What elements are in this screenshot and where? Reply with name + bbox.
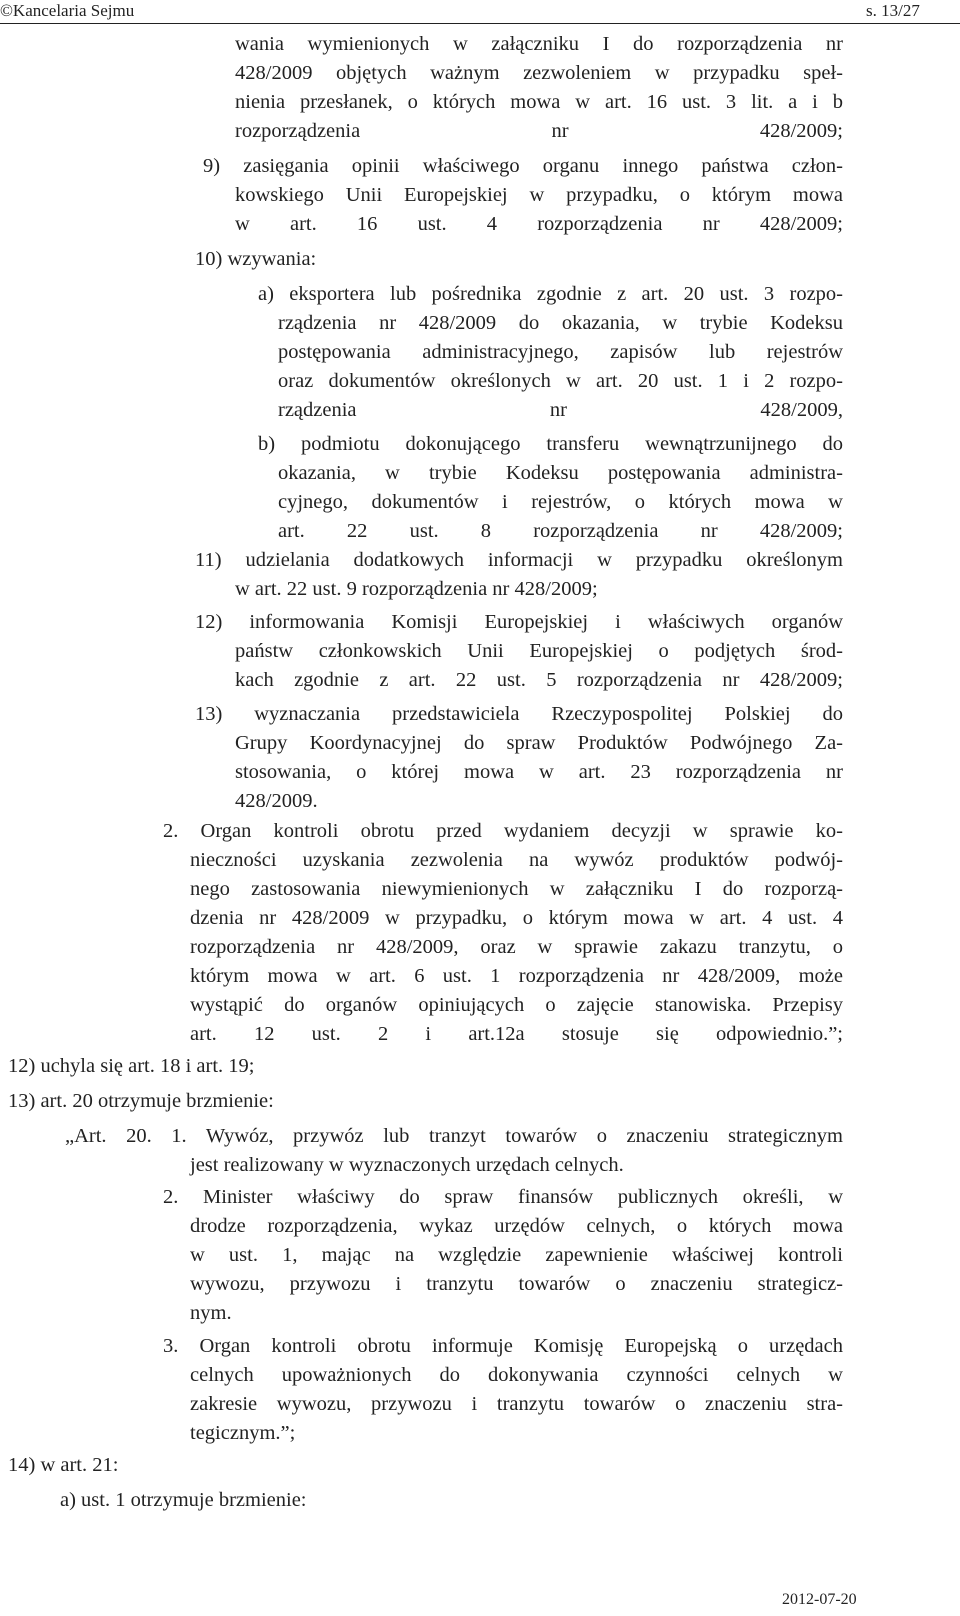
paragraph-2 (163, 817, 843, 846)
text-line: w ust. 1, mając na względzie zapewnienie właściwej kontroli (190, 1244, 843, 1266)
text-line: cyjnego, dokumentów i rejestrów, o których mowa w (278, 491, 843, 513)
article-20-par-1 (65, 1122, 843, 1151)
text-line: rządzenia nr 428/2009, (278, 399, 843, 421)
list-item-9-cont (235, 181, 843, 239)
amendment-point-12 (8, 1052, 648, 1081)
text-line: 428/2009 objętych ważnym zezwoleniem w przypadku speł- (235, 62, 843, 84)
text-line: dzenia nr 428/2009 w przypadku, o którym mowa w art. 4 ust. 4 (190, 907, 843, 929)
text-line: okazania, w trybie Kodeksu postępowania administra- (278, 462, 843, 484)
text-line: oraz dokumentów określonych w art. 20 ust. 1 i 2 rozpo- (278, 370, 843, 392)
text-line: 12) informowania Komisji Europejskiej i właściwych organów (195, 611, 843, 633)
list-item-11-cont (235, 575, 843, 604)
paragraph-continuation (235, 30, 843, 146)
footer-date: 2012-07-20 (782, 1591, 857, 1608)
list-item-11 (195, 546, 843, 575)
text-line: w art. 16 ust. 4 rozporządzenia nr 428/2009; (235, 213, 843, 235)
header-rule (0, 23, 960, 24)
article-20-par-2 (163, 1183, 843, 1212)
text-line: 2. Organ kontroli obrotu przed wydaniem decyzji w sprawie ko- (163, 820, 843, 842)
text-line: państw członkowskich Unii Europejskiej o podjętych środ- (235, 640, 843, 662)
text-line: zakresie wywozu, przywozu i tranzytu towarów o znaczeniu stra- (190, 1393, 843, 1415)
text-line: wania wymienionych w załączniku I do rozporządzenia nr (235, 33, 843, 55)
text-line: 11) udzielania dodatkowych informacji w przypadku określonym (195, 549, 843, 571)
text-line: 14) w art. 21: (8, 1454, 119, 1476)
list-item-10a-cont (278, 309, 843, 425)
text-line: a) eksportera lub pośrednika zgodnie z art. 20 ust. 3 rozpo- (258, 283, 843, 305)
text-line: art. 12 ust. 2 i art.12a stosuje się odpowiednio.”; (190, 1023, 843, 1045)
text-line: rozporządzenia nr 428/2009; (235, 120, 843, 142)
text-line: nieczności uzyskania zezwolenia na wywóz produktów podwój- (190, 849, 843, 871)
list-item-13-cont (235, 729, 843, 816)
article-20-par-3 (163, 1332, 843, 1361)
text-line: 2. Minister właściwy do spraw finansów publicznych określi, w (163, 1186, 843, 1208)
text-line: jest realizowany w wyznaczonych urzędach celnych. (190, 1154, 624, 1176)
text-line: w art. 22 ust. 9 rozporządzenia nr 428/2009; (235, 578, 598, 600)
list-item-10 (195, 245, 835, 274)
text-line: „Art. 20. 1. Wywóz, przywóz lub tranzyt towarów o znaczeniu strategicznym (65, 1125, 843, 1147)
text-line: art. 22 ust. 8 rozporządzenia nr 428/2009; (278, 520, 843, 542)
list-item-10b (258, 430, 843, 459)
list-item-12-cont (235, 637, 843, 695)
list-item-13 (195, 700, 843, 729)
text-line: kach zgodnie z art. 22 ust. 5 rozporządzenia nr 428/2009; (235, 669, 843, 691)
text-line: wystąpić do organów opiniujących o zajęcie stanowiska. Przepisy (190, 994, 843, 1016)
text-line: 12) uchyla się art. 18 i art. 19; (8, 1055, 255, 1077)
text-line: którym mowa w art. 6 ust. 1 rozporządzenia nr 428/2009, może (190, 965, 843, 987)
header-source: ©Kancelaria Sejmu (0, 1, 135, 20)
amendment-point-13 (8, 1087, 648, 1116)
article-20-par-1-cont (190, 1151, 843, 1180)
text-line: wywozu, przywozu i tranzytu towarów o znaczeniu strategicz- (190, 1273, 843, 1295)
header-page-number: s. 13/27 (866, 1, 920, 20)
text-line: rozporządzenia nr 428/2009, oraz w sprawie zakazu tranzytu, o (190, 936, 843, 958)
paragraph-2-cont (190, 846, 843, 1049)
text-line: 13) art. 20 otrzymuje brzmienie: (8, 1090, 274, 1112)
text-line: nym. (190, 1302, 232, 1324)
text-line: Grupy Koordynacyjnej do spraw Produktów Podwójnego Za- (235, 732, 843, 754)
article-20-par-2-cont (190, 1212, 843, 1328)
list-item-12 (195, 608, 843, 637)
text-line: kowskiego Unii Europejskiej w przypadku, o którym mowa (235, 184, 843, 206)
list-item-10b-cont (278, 459, 843, 546)
text-line: tegicznym.”; (190, 1422, 296, 1444)
list-item-9 (203, 152, 843, 181)
article-20-par-3-cont (190, 1361, 843, 1448)
text-line: rządzenia nr 428/2009 do okazania, w trybie Kodeksu (278, 312, 843, 334)
amendment-point-14 (8, 1451, 648, 1480)
text-line: nienia przesłanek, o których mowa w art. 16 ust. 3 lit. a i b (235, 91, 843, 113)
text-line: 428/2009. (235, 790, 318, 812)
text-line: a) ust. 1 otrzymuje brzmienie: (60, 1489, 307, 1511)
text-line: b) podmiotu dokonującego transferu wewnątrzunijnego do (258, 433, 843, 455)
text-line: stosowania, o której mowa w art. 23 rozporządzenia nr (235, 761, 843, 783)
text-line: 10) wzywania: (195, 248, 317, 270)
list-item-10a (258, 280, 843, 309)
text-line: celnych upoważnionych do dokonywania czynności celnych w (190, 1364, 843, 1386)
text-line: 13) wyznaczania przedstawiciela Rzeczypospolitej Polskiej do (195, 703, 843, 725)
text-line: nego zastosowania niewymienionych w załączniku I do rozporzą- (190, 878, 843, 900)
amendment-point-14a (60, 1486, 700, 1515)
text-line: drodze rozporządzenia, wykaz urzędów celnych, o których mowa (190, 1215, 843, 1237)
text-line: postępowania administracyjnego, zapisów lub rejestrów (278, 341, 843, 363)
text-line: 3. Organ kontroli obrotu informuje Komisję Europejską o urzędach (163, 1335, 843, 1357)
text-line: 9) zasięgania opinii właściwego organu innego państwa człon- (203, 155, 843, 177)
